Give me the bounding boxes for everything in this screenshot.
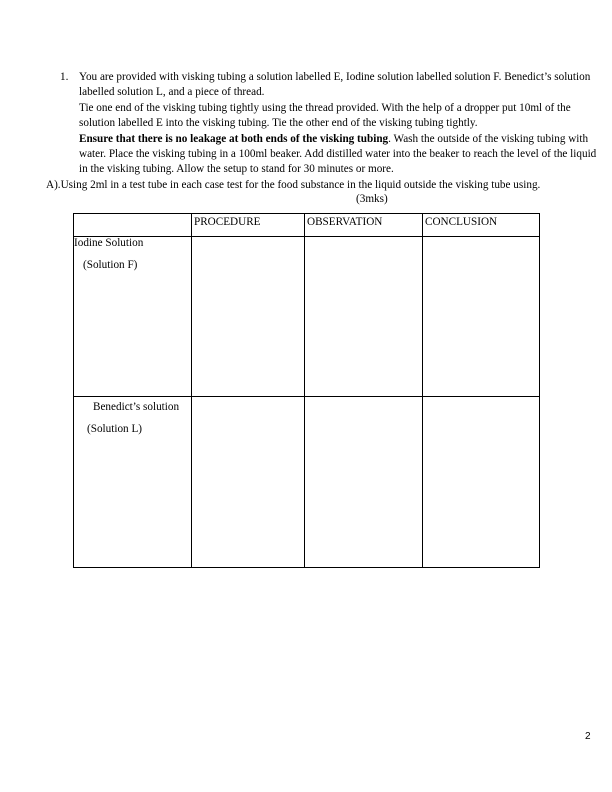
- table-row-iodine: [74, 237, 540, 396]
- answer-cell-conclusion[interactable]: [423, 237, 540, 396]
- instruction-continued: . Wash the outside of the visking tubing with water. Place the visking tubing in a 100ml beaker. Add distilled water into the beaker to reach the level of the liquid in the visking tubing. Allow the setup to stand for 30 minutes or more.: [79, 132, 597, 176]
- question-instructions: [79, 101, 600, 178]
- question-intro: You are provided with visking tubing a solution labelled E, Iodine solution labelled solution F. Benedict’s solution labelled solution L, and a piece of thread.: [79, 71, 591, 99]
- bold-warning: Ensure that there is no leakage at both ends of the visking tubing: [79, 132, 389, 145]
- answer-cell-observation[interactable]: [305, 237, 423, 396]
- header-observation: OBSERVATION: [305, 214, 423, 237]
- table-header-row: [74, 214, 540, 237]
- header-cell-empty: [74, 214, 192, 237]
- question-1: [60, 70, 600, 178]
- row-label-iodine: [74, 237, 192, 396]
- answer-table: [73, 213, 540, 568]
- header-procedure: PROCEDURE: [192, 214, 305, 237]
- page-number: 2: [585, 731, 591, 742]
- row-label-benedicts: [74, 396, 192, 568]
- table-row-benedicts: [74, 396, 540, 568]
- reagent-name: Iodine Solution: [74, 237, 144, 250]
- answer-cell-procedure[interactable]: [192, 237, 305, 396]
- reagent-solution: (Solution L): [87, 422, 143, 435]
- answer-cell-observation[interactable]: [305, 396, 423, 568]
- question-number: 1.: [60, 71, 69, 83]
- marks-label: (3mks): [356, 193, 388, 205]
- answer-cell-procedure[interactable]: [192, 396, 305, 568]
- answer-cell-conclusion[interactable]: [423, 396, 540, 568]
- reagent-name: Benedict’s solution: [93, 400, 180, 413]
- sub-question-a: A).Using 2ml in a test tube in each case test for the food substance in the liquid outside the visking tube using.: [46, 179, 541, 191]
- header-conclusion: CONCLUSION: [423, 214, 540, 237]
- instruction-text: Tie one end of the visking tubing tightly using the thread provided. With the help of a dropper put 10ml of the solution labelled E into the visking tubing. Tie the other end of the visking tubing tightly.: [79, 101, 571, 130]
- reagent-solution: (Solution F): [83, 259, 138, 272]
